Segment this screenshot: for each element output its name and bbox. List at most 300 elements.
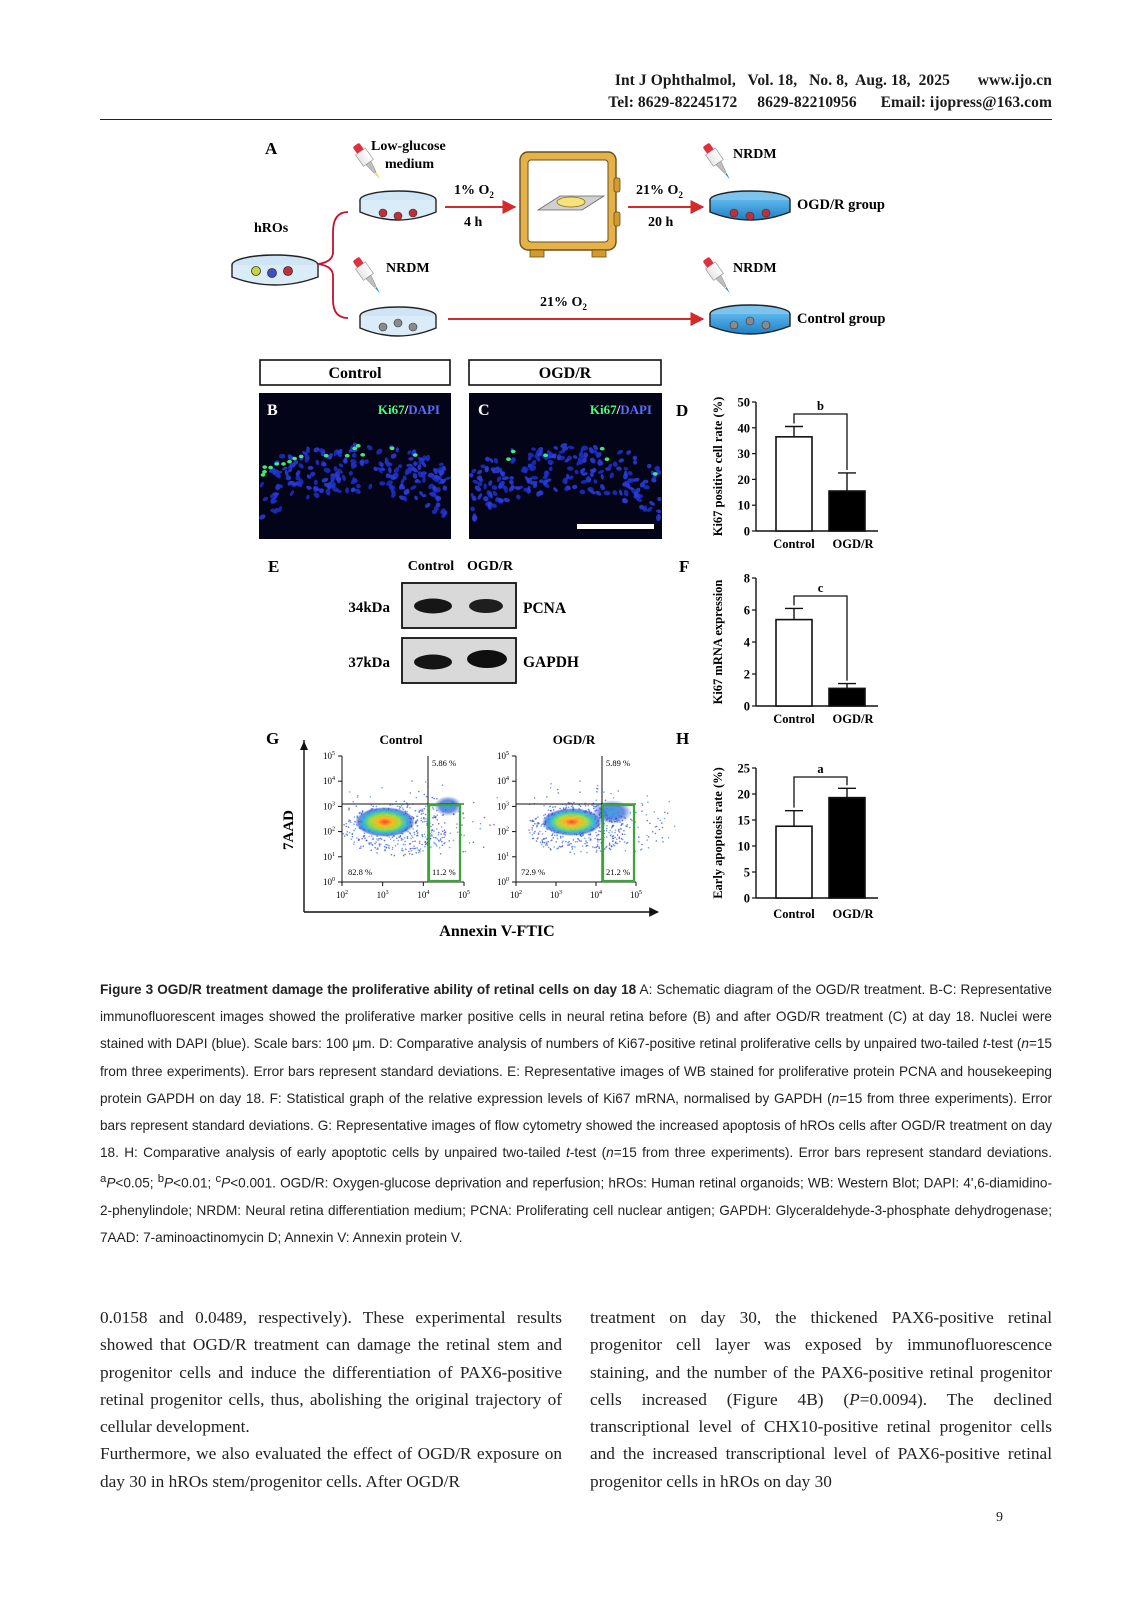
- flow-event-dot: [353, 830, 355, 832]
- flow-event-dot: [541, 844, 543, 846]
- flow-event-dot: [440, 838, 442, 840]
- flow-event-dot: [456, 827, 458, 829]
- flow-event-dot: [550, 848, 552, 850]
- flow-event-dot: [412, 848, 414, 850]
- flow-event-dot: [343, 824, 345, 826]
- flow-event-dot: [376, 806, 378, 808]
- flow-event-dot: [433, 842, 435, 844]
- flow-y-tick-label: $10^3$: [497, 801, 509, 812]
- flow-event-dot: [416, 825, 418, 827]
- flow-event-dot: [598, 846, 600, 848]
- flow-event-dot: [420, 810, 422, 812]
- flow-event-dot: [444, 829, 446, 831]
- flow-x-axis-label: Annexin V-FTIC: [439, 923, 555, 940]
- flow-event-dot: [553, 809, 555, 811]
- ki67-positive-cell: [287, 460, 292, 464]
- flow-event-dot: [590, 839, 592, 841]
- flow-event-dot: [394, 855, 396, 857]
- caption-text-7: <0.05;: [115, 1175, 158, 1191]
- nrdm-dish-left: [360, 307, 436, 336]
- micro-control-title: Control: [328, 365, 382, 382]
- ki67-positive-cell: [356, 444, 361, 448]
- flow-event-dot: [609, 830, 611, 832]
- flow-event-dot: [588, 805, 590, 807]
- ki67-positive-cell: [261, 473, 266, 477]
- flow-event-dot: [352, 836, 354, 838]
- flow-event-dot: [381, 838, 383, 840]
- flow-event-dot: [553, 837, 555, 839]
- flow-event-dot: [544, 842, 546, 844]
- flow-event-dot: [437, 814, 439, 816]
- flow-event-dot: [569, 843, 571, 845]
- nrdm-label-left: NRDM: [386, 261, 430, 276]
- flow-event-dot: [543, 805, 545, 807]
- flow-event-dot: [552, 806, 554, 808]
- flow-event-dot: [535, 818, 537, 820]
- flow-event-dot: [397, 840, 399, 842]
- flow-event-dot: [594, 838, 596, 840]
- flow-event-dot: [609, 848, 611, 850]
- panel-label-g: G: [266, 729, 280, 748]
- control-q-ul: 5.86 %: [432, 758, 457, 768]
- flow-event-dot: [662, 837, 664, 839]
- flow-event-dot: [392, 847, 394, 849]
- y-tick-label: 5: [743, 865, 750, 880]
- flow-y-tick-label: $10^2$: [323, 826, 335, 837]
- o2-2-label: 21% $O_2$: [636, 183, 683, 200]
- flow-event-dot: [425, 814, 427, 816]
- flow-event-dot: [443, 833, 445, 835]
- flow-event-dot: [414, 834, 416, 836]
- flow-event-dot: [347, 831, 349, 833]
- flow-event-dot: [641, 810, 643, 812]
- flow-event-dot: [611, 846, 613, 848]
- o2-2-time: 20 h: [648, 215, 674, 230]
- low-glucose-label-1: Low-glucose: [371, 139, 446, 154]
- flow-event-dot: [612, 838, 614, 840]
- flow-event-dot: [565, 805, 567, 807]
- flow-event-dot: [642, 804, 644, 806]
- flow-event-dot: [370, 849, 372, 851]
- y-tick-label: 6: [743, 603, 750, 618]
- flow-event-dot: [398, 836, 400, 838]
- flow-event-dot: [424, 821, 426, 823]
- wb-col-ogdr: OGD/R: [467, 559, 513, 574]
- flow-event-dot: [631, 820, 633, 822]
- flow-event-dot: [619, 836, 621, 838]
- flow-event-dot: [413, 845, 415, 847]
- flow-event-dot: [573, 839, 575, 841]
- flow-event-dot: [613, 835, 615, 837]
- flow-event-dot: [667, 813, 669, 815]
- flow-event-dot: [425, 805, 427, 807]
- significance-label: a: [817, 762, 824, 776]
- flow-event-dot: [579, 780, 581, 782]
- flow-event-dot: [585, 846, 587, 848]
- flow-event-dot: [646, 820, 648, 822]
- flow-event-dot: [370, 796, 372, 798]
- flow-event-dot: [614, 832, 616, 834]
- ogdr-group-dish: [710, 191, 790, 220]
- flow-event-dot: [422, 834, 424, 836]
- flow-event-dot: [436, 828, 438, 830]
- flow-event-dot: [379, 845, 381, 847]
- flow-event-dot: [386, 847, 388, 849]
- flow-event-dot: [442, 784, 444, 786]
- flow-event-dot: [425, 841, 427, 843]
- flow-event-dot: [376, 852, 378, 854]
- flow-event-dot: [376, 848, 378, 850]
- flow-event-dot: [381, 787, 383, 789]
- flow-event-dot: [548, 809, 550, 811]
- flow-x-tick-label: $10^5$: [458, 890, 470, 900]
- flow-event-dot: [424, 834, 426, 836]
- flow-event-dot: [534, 831, 536, 833]
- flow-event-dot: [453, 840, 455, 842]
- flow-event-dot: [359, 812, 361, 814]
- caption-text-4: =15 from three experiments). Error bars represent standard deviations. G: Representative images of flow cytometry showed the increased apoptosis of hROs cells after OGD/R treatment on day 18. H: Comparative analysis of early apoptotic cells by unpaired two-tailed: [100, 1090, 1052, 1161]
- flow-event-dot: [595, 832, 597, 834]
- flow-y-tick-label: $10^5$: [497, 751, 509, 761]
- flow-event-dot: [571, 806, 573, 808]
- flow-event-dot: [378, 838, 380, 840]
- flow-event-dot: [550, 810, 552, 812]
- flow-event-dot: [662, 841, 664, 843]
- flow-event-dot: [635, 812, 637, 814]
- panel-label-d: D: [676, 401, 689, 420]
- flow-event-dot: [387, 844, 389, 846]
- flow-event-dot: [493, 824, 495, 826]
- flow-event-dot: [419, 841, 421, 843]
- flow-event-dot: [421, 809, 423, 811]
- flow-event-dot: [351, 838, 353, 840]
- flow-event-dot: [556, 835, 558, 837]
- flow-event-dot: [433, 830, 435, 832]
- y-tick-label: 0: [743, 891, 750, 906]
- flow-event-dot: [624, 841, 626, 843]
- flow-event-dot: [532, 834, 534, 836]
- flow-event-dot: [425, 836, 427, 838]
- flow-event-dot: [412, 837, 414, 839]
- flow-x-tick-label: $10^2$: [510, 890, 522, 900]
- flow-event-dot: [537, 816, 539, 818]
- flow-event-dot: [414, 840, 416, 842]
- flow-event-dot: [659, 829, 661, 831]
- flow-event-dot: [431, 797, 433, 799]
- chart-ki67-positive-rate: [711, 396, 878, 552]
- header-journal-line: Int J Ophthalmol, Vol. 18, No. 8, Aug. 18, 2025 www.ijo.cn: [614, 72, 1052, 89]
- flow-event-dot: [641, 849, 643, 851]
- flow-event-dot: [565, 841, 567, 843]
- flow-event-dot: [421, 818, 423, 820]
- flow-event-dot: [646, 839, 648, 841]
- flow-event-dot: [617, 790, 619, 792]
- flow-event-dot: [461, 824, 463, 826]
- flow-event-dot: [610, 834, 612, 836]
- flow-event-dot: [480, 823, 482, 825]
- panel-g-flow-cytometry: [266, 729, 676, 940]
- flow-event-dot: [438, 834, 440, 836]
- flow-event-dot: [606, 825, 608, 827]
- ogdr-q-lr: 21.2 %: [606, 867, 631, 877]
- flow-event-dot: [356, 837, 358, 839]
- ki67-positive-cell: [600, 447, 605, 451]
- flow-event-dot: [407, 838, 409, 840]
- flow-event-dot: [435, 837, 437, 839]
- flow-event-dot: [625, 850, 627, 852]
- flow-event-dot: [597, 788, 599, 790]
- dropper-icon: [701, 141, 735, 182]
- flow-event-dot: [489, 824, 491, 826]
- x-tick-label: OGD/R: [832, 712, 874, 726]
- flow-event-dot: [440, 833, 442, 835]
- caption-t1: t: [982, 1036, 987, 1052]
- flow-event-dot: [648, 836, 650, 838]
- flow-event-dot: [545, 814, 547, 816]
- flow-event-dot: [449, 832, 451, 834]
- flow-event-dot: [395, 845, 397, 847]
- flow-event-dot: [443, 843, 445, 845]
- panel-a-schematic: [232, 139, 886, 336]
- flow-event-dot: [397, 806, 399, 808]
- flow-event-dot: [430, 826, 432, 828]
- flow-event-dot: [531, 827, 533, 829]
- flow-event-dot: [529, 820, 531, 822]
- flow-event-dot: [545, 831, 547, 833]
- flow-event-dot: [473, 841, 475, 843]
- flow-event-dot: [641, 803, 643, 805]
- flow-x-tick-label: $10^4$: [417, 890, 430, 900]
- flow-event-dot: [374, 847, 376, 849]
- flow-event-dot: [548, 846, 550, 848]
- flow-event-dot: [568, 841, 570, 843]
- flow-event-dot: [609, 843, 611, 845]
- hros-dish: [232, 255, 318, 285]
- y-tick-label: 25: [737, 761, 750, 776]
- flow-event-dot: [472, 821, 474, 823]
- flow-event-dot: [554, 806, 556, 808]
- flow-event-dot: [534, 823, 536, 825]
- flow-event-dot: [595, 799, 597, 801]
- dropper-icon: [351, 255, 385, 296]
- flow-event-dot: [537, 823, 539, 825]
- flow-event-dot: [630, 818, 632, 820]
- flow-event-dot: [431, 829, 433, 831]
- wb-protein-pcna: PCNA: [523, 600, 567, 617]
- flow-event-dot: [647, 802, 649, 804]
- flow-event-dot: [463, 817, 465, 819]
- caption-n2: n: [831, 1090, 840, 1106]
- flow-event-dot: [597, 841, 599, 843]
- flow-event-dot: [422, 813, 424, 815]
- significance-label: c: [817, 581, 824, 595]
- flow-event-dot: [421, 844, 423, 846]
- ki67-positive-cell: [268, 466, 273, 470]
- flow-event-dot: [546, 837, 548, 839]
- control-q-ll: 82.8 %: [348, 867, 373, 877]
- flow-event-dot: [370, 842, 372, 844]
- flow-event-dot: [592, 846, 594, 848]
- flow-event-dot: [416, 816, 418, 818]
- flow-event-dot: [433, 815, 435, 817]
- caption-text-8: <0.01;: [173, 1175, 216, 1191]
- bar: [776, 826, 812, 898]
- flow-event-dot: [569, 852, 571, 854]
- dapi-nucleus: [345, 487, 349, 493]
- flow-y-tick-label: $10^5$: [323, 751, 335, 761]
- flow-event-dot: [597, 785, 599, 787]
- caption-text-9: <0.001. OGD/R: Oxygen-glucose deprivation and reperfusion; hROs: Human retinal organoids; WB: Western Blot; DAPI: 4',6-diamidino-2-phenylindole; NRDM: Neural retina differentiation medium; PCNA: Proliferating cell nuclear antigen; GAPDH: Glyceraldehyde-3-phosphate dehydrogenase; 7AAD: 7-aminoactinomycin D; Annexin V: Annexin protein V.: [100, 1175, 1053, 1246]
- flow-event-dot: [546, 843, 548, 845]
- caption-text-2: -test (: [986, 1036, 1022, 1052]
- ki67-positive-cell: [281, 462, 286, 466]
- flow-event-dot: [435, 844, 437, 846]
- flow-event-dot: [419, 851, 421, 853]
- low-glucose-label-2: medium: [385, 157, 434, 172]
- flow-event-dot: [416, 797, 418, 799]
- flow-event-dot: [374, 843, 376, 845]
- flow-event-dot: [401, 848, 403, 850]
- flow-event-dot: [412, 828, 414, 830]
- flow-y-tick-label: $10^1$: [323, 851, 335, 862]
- flow-event-dot: [622, 834, 624, 836]
- flow-event-dot: [613, 797, 615, 799]
- flow-event-dot: [415, 810, 417, 812]
- flow-event-dot: [594, 847, 596, 849]
- caption-text-3: =15 from three experiments). Error bars represent standard deviations. E: Representative images of WB stained for proliferative protein PCNA and housekeeping protein GAPDH on day 18. F: Statistical graph of the relative expression levels of Ki67 mRNA, normalised by GAPDH (: [100, 1036, 1052, 1106]
- flow-event-dot: [401, 839, 403, 841]
- flow-event-dot: [654, 811, 656, 813]
- flow-event-dot: [397, 843, 399, 845]
- flow-event-dot: [610, 849, 612, 851]
- flow-event-dot: [597, 834, 599, 836]
- flow-event-dot: [357, 795, 359, 797]
- flow-event-dot: [600, 839, 602, 841]
- flow-event-dot: [415, 848, 417, 850]
- flow-event-dot: [618, 830, 620, 832]
- flow-event-dot: [437, 819, 439, 821]
- ki67-positive-cell: [299, 455, 304, 459]
- header-contact-line: Tel: 8629-82245172 8629-82210956 Email: ijopress@163.com: [608, 94, 1052, 111]
- ki67-positive-cell: [360, 453, 365, 457]
- flow-event-dot: [567, 844, 569, 846]
- caption-pc: P: [221, 1175, 231, 1191]
- flow-event-dot: [349, 832, 351, 834]
- flow-event-dot: [469, 842, 471, 844]
- flow-plot-ogdr: [497, 751, 676, 900]
- caption-text-1: A: Schematic diagram of the OGD/R treatment. B-C: Representative immunofluorescent images showed the proliferative marker positive cells in neural retina before (B) and after OGD/R treatment (C) at day 18. Nuclei were stained with DAPI (blue). Scale bars: 100 μm. D: Comparative analysis of numbers of Ki67-positive retinal proliferative cells by unpaired two-tailed: [100, 982, 1052, 1052]
- flow-event-dot: [648, 847, 650, 849]
- flow-event-dot: [366, 840, 368, 842]
- flow-event-dot: [614, 845, 616, 847]
- flow-event-dot: [422, 836, 424, 838]
- flow-event-dot: [561, 846, 563, 848]
- flow-event-dot: [418, 852, 420, 854]
- flow-event-dot: [431, 831, 433, 833]
- flow-event-dot: [597, 844, 599, 846]
- flow-event-dot: [596, 791, 598, 793]
- flow-event-dot: [438, 823, 440, 825]
- flow-y-tick-label: $10^1$: [497, 851, 509, 862]
- flow-event-dot: [615, 841, 617, 843]
- flow-event-dot: [462, 812, 464, 814]
- flow-event-dot: [465, 851, 467, 853]
- flow-event-dot: [426, 796, 428, 798]
- flow-event-dot: [348, 821, 350, 823]
- flow-event-dot: [596, 851, 598, 853]
- flow-event-dot: [391, 854, 393, 856]
- flow-event-dot: [348, 826, 350, 828]
- flow-event-dot: [562, 842, 564, 844]
- flow-event-dot: [404, 841, 406, 843]
- flow-event-dot: [426, 821, 428, 823]
- flow-event-dot: [432, 817, 434, 819]
- flow-event-dot: [638, 836, 640, 838]
- flow-event-dot: [352, 801, 354, 803]
- flow-event-dot: [611, 831, 613, 833]
- caption-t2: t: [566, 1145, 570, 1161]
- ogdr-q-ul: 5.89 %: [606, 758, 631, 768]
- nrdm-label-top-right: NRDM: [733, 147, 777, 162]
- ki67-positive-cell: [275, 462, 280, 466]
- flow-event-dot: [442, 831, 444, 833]
- flow-event-dot: [399, 806, 401, 808]
- flow-event-dot: [364, 837, 366, 839]
- flow-event-dot: [539, 831, 541, 833]
- flow-event-dot: [417, 819, 419, 821]
- flow-event-dot: [646, 835, 648, 837]
- flow-event-dot: [620, 828, 622, 830]
- flow-event-dot: [423, 817, 425, 819]
- flow-event-dot: [622, 823, 624, 825]
- flow-event-dot: [411, 835, 413, 837]
- flow-event-dot: [400, 835, 402, 837]
- flow-event-dot: [473, 802, 475, 804]
- ogdr-group-label: OGD/R group: [797, 197, 885, 213]
- flow-event-dot: [424, 794, 426, 796]
- panel-label-c: C: [478, 402, 490, 419]
- body-paragraph: 0.0158 and 0.0489, respectively). These experimental results showed that OGD/R treatment can damage the retinal stem and progenitor cells and induce the differentiation of PAX6-positive retinal progenitor cells, thus, abolishing the original trajectory of cellular development.: [100, 1308, 562, 1437]
- o2-3-label: 21% $O_2$: [540, 295, 587, 312]
- y-tick-label: 20: [737, 472, 750, 487]
- flow-event-dot: [359, 847, 361, 849]
- flow-event-dot: [385, 844, 387, 846]
- flow-event-dot: [463, 835, 465, 837]
- flow-event-dot: [586, 852, 588, 854]
- flow-x-tick-label: $10^3$: [550, 890, 562, 900]
- flow-event-dot: [345, 823, 347, 825]
- flow-event-dot: [579, 791, 581, 793]
- flow-event-dot: [609, 844, 611, 846]
- flow-x-tick-label: $10^5$: [630, 890, 642, 900]
- flow-event-dot: [407, 805, 409, 807]
- flow-event-dot: [669, 801, 671, 803]
- flow-event-dot: [657, 818, 659, 820]
- panel-label-h: H: [676, 729, 690, 748]
- ki67-positive-cell: [324, 454, 329, 458]
- flow-event-dot: [664, 812, 666, 814]
- flow-y-tick-label: $10^0$: [323, 877, 335, 887]
- flow-event-dot: [420, 848, 422, 850]
- flow-event-dot: [598, 830, 600, 832]
- flow-event-dot: [438, 832, 440, 834]
- flow-event-dot: [409, 807, 411, 809]
- flow-event-dot: [390, 838, 392, 840]
- x-tick-label: Control: [773, 537, 815, 551]
- flow-event-dot: [407, 836, 409, 838]
- flow-event-dot: [568, 802, 570, 804]
- flow-event-dot: [555, 841, 557, 843]
